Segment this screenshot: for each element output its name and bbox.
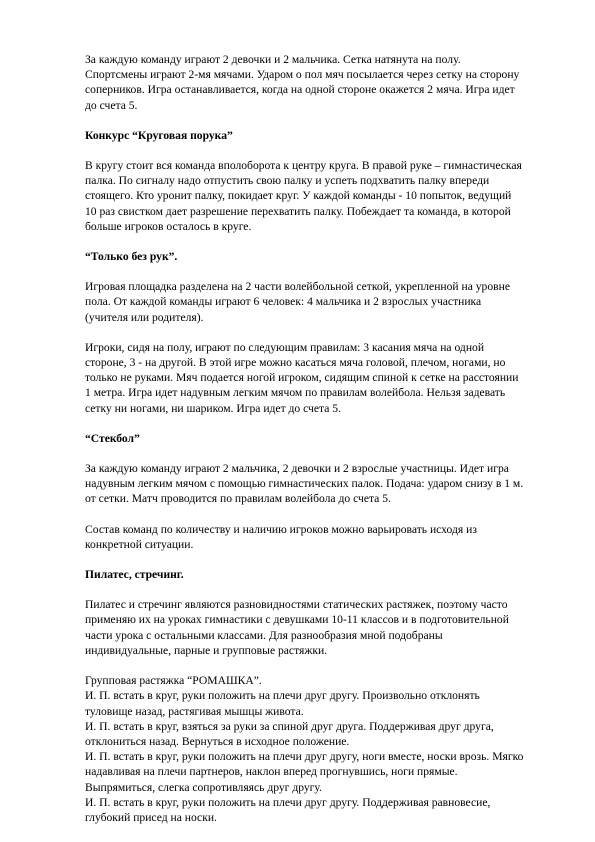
paragraph-stekbol: За каждую команду играют 2 мальчика, 2 девочки и 2 взрослые участницы. Идет игра надувным легким мячом с помощью гимнастических палок. Подача: ударом снизу в 1 м. от сетки. Матч проводится по правилам волейбола до счета 5. [85,462,524,506]
exercise-3: И. П. встать в круг, руки положить на плечи друг другу, ноги вместе, носки врозь. Мягко надавливая на плечи партнеров, наклон вперед прогнувшись, ноги прямые. Выпрямиться, слегка сопротивляясь друг другу. [85,750,524,794]
exercise-4: И. П. встать в круг, руки положить на плечи друг другу. Поддерживая равновесие, глубокий присед на носки. [85,795,491,824]
document-page [85,52,525,825]
exercise-1: И. П. встать в круг, руки положить на плечи друг другу. Произвольно отклонять туловище назад, растягивая мышцы живота. [85,689,480,718]
paragraph-pilates: Пилатес и стречинг являются разновидностями статических растяжек, поэтому часто применяю их на уроках гимнастики с девушками 10-11 классов и в подготовительной части урока с остальными классами. Для разнообразия мной подобраны индивидуальные, парные и групповые растяжки. [85,598,509,657]
heading-pilates: Пилатес, стречинг. [85,568,184,582]
heading-tolko-bez-ruk: “Только без рук”. [85,250,178,264]
heading-stekbol: “Стекбол” [85,431,140,445]
paragraph-intro: За каждую команду играют 2 девочки и 2 мальчика. Сетка натянута на полу. Спортсмены играют 2-мя мячами. Ударом о пол мяч посылается через сетку на сторону соперников. Игра останавливается, когда на одной стороне окажется 2 мяча. Игра идет до счета 5. [85,53,520,112]
paragraph-sostav: Состав команд по количеству и наличию игроков можно варьировать исходя из конкретной ситуации. [85,522,477,551]
exercise-2: И. П. встать в круг, взяться за руки за спиной друг друга. Поддерживая друг друга, отклониться назад. Вернуться в исходное положение. [85,719,494,748]
paragraph-krugovaya-poruka: В кругу стоит вся команда вполоборота к центру круга. В правой руке – гимнастическая палка. По сигналу надо отпустить свою палку и успеть подхватить палку впереди стоящего. Кто уронит палку, покидает круг. У каждой команды - 10 попыток, ведущий 10 раз свистком дает разрешение перехватить палку. Побеждает та команда, в которой больше игроков осталось в круге. [85,159,522,233]
paragraph-bez-ruk-1: Игровая площадка разделена на 2 части волейбольной сеткой, укрепленной на уровне пола. От каждой команды играют 6 человек: 4 мальчика и 2 взрослых участника (учителя или родителя). [85,280,510,324]
group-stretch-title: Групповая растяжка “РОМАШКА”. [85,674,262,688]
paragraph-bez-ruk-2: Игроки, сидя на полу, играют по следующим правилам: 3 касания мяча на одной стороне, 3 - на другой. В этой игре можно касаться мяча головой, плечом, ногами, но только не руками. Мяч подается ногой игроком, сидящим спиной к сетке на расстоянии 1 метра. Игра идет надувным легким мячом по правилам волейбола. Нельзя задевать сетку ни ногами, ни шариком. Игра идет до счета 5. [85,340,519,415]
heading-krugovaya-poruka: Конкурс “Круговая порука” [85,128,233,142]
